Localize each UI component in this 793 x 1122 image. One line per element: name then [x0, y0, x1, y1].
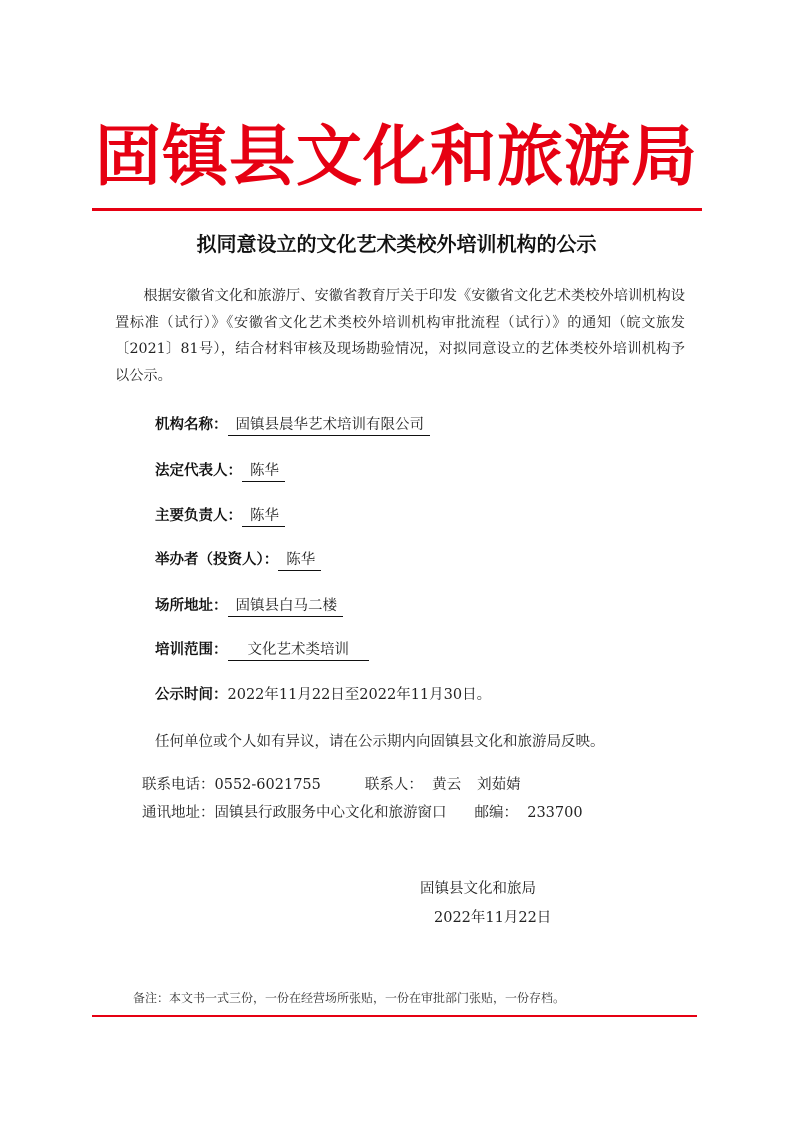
field-sponsor-investor	[155, 548, 321, 572]
field-value: 文化艺术类培训	[228, 640, 370, 661]
field-legal-representative	[155, 459, 285, 483]
field-label: 主要负责人：	[155, 508, 242, 524]
field-label: 法定代表人：	[155, 463, 242, 479]
agency-letterhead-title: 固镇县文化和旅游局	[95, 117, 698, 195]
phone-number: 0552-6021755	[214, 777, 321, 793]
field-label: 培训范围：	[155, 642, 228, 658]
document-title: 拟同意设立的文化艺术类校外培训机构的公示	[196, 232, 597, 256]
field-label: 场所地址：	[155, 598, 228, 614]
contact-person-1: 黄云	[432, 777, 462, 793]
field-training-scope	[155, 638, 369, 662]
field-value: 固镇县白马二楼	[228, 596, 344, 617]
field-label: 机构名称：	[155, 417, 228, 433]
contact-person-label: 联系人：	[364, 777, 423, 793]
mailing-address: 固镇县行政服务中心文化和旅游窗口	[214, 805, 447, 821]
field-label: 公示时间：	[155, 687, 228, 703]
field-site-address	[155, 594, 343, 618]
objection-statement: 任何单位或个人如有异议，请在公示期内向固镇县文化和旅游局反映。	[155, 734, 605, 750]
zip-label: 邮编：	[474, 805, 518, 821]
signature-org: 固镇县文化和旅局	[420, 881, 536, 897]
contact-address-line	[142, 801, 583, 825]
signature-date: 2022年11月22日	[434, 910, 552, 926]
footer-red-rule	[92, 1015, 697, 1017]
address-label: 通讯地址：	[142, 805, 215, 821]
contact-person-2: 刘茹婧	[477, 777, 521, 793]
zip-code: 233700	[527, 805, 583, 821]
footnote: 备注：本文书一式三份，一份在经营场所张贴，一份在审批部门张贴，一份存档。	[133, 991, 566, 1005]
field-value: 固镇县晨华艺术培训有限公司	[228, 415, 431, 436]
letterhead-red-rule	[92, 208, 702, 211]
phone-label: 联系电话：	[142, 777, 215, 793]
field-principal-person	[155, 504, 285, 528]
field-value: 陈华	[242, 461, 285, 482]
contact-phone-line	[142, 773, 521, 797]
field-label: 举办者（投资人）：	[155, 552, 279, 568]
field-notice-period	[155, 683, 491, 707]
field-value: 陈华	[278, 550, 321, 571]
field-value: 陈华	[242, 506, 285, 527]
intro-paragraph: 根据安徽省文化和旅游厅、安徽省教育厅关于印发《安徽省文化艺术类校外培训机构设置标准（试行）》《安徽省文化艺术类校外培训机构审批流程（试行）》的通知（皖文旅发〔2021〕81号），结合材料审核及现场勘验情况，对拟同意设立的艺体类校外培训机构予以公示。	[115, 288, 685, 384]
field-value: 2022年11月22日至2022年11月30日。	[227, 687, 492, 703]
field-institution-name	[155, 413, 430, 437]
